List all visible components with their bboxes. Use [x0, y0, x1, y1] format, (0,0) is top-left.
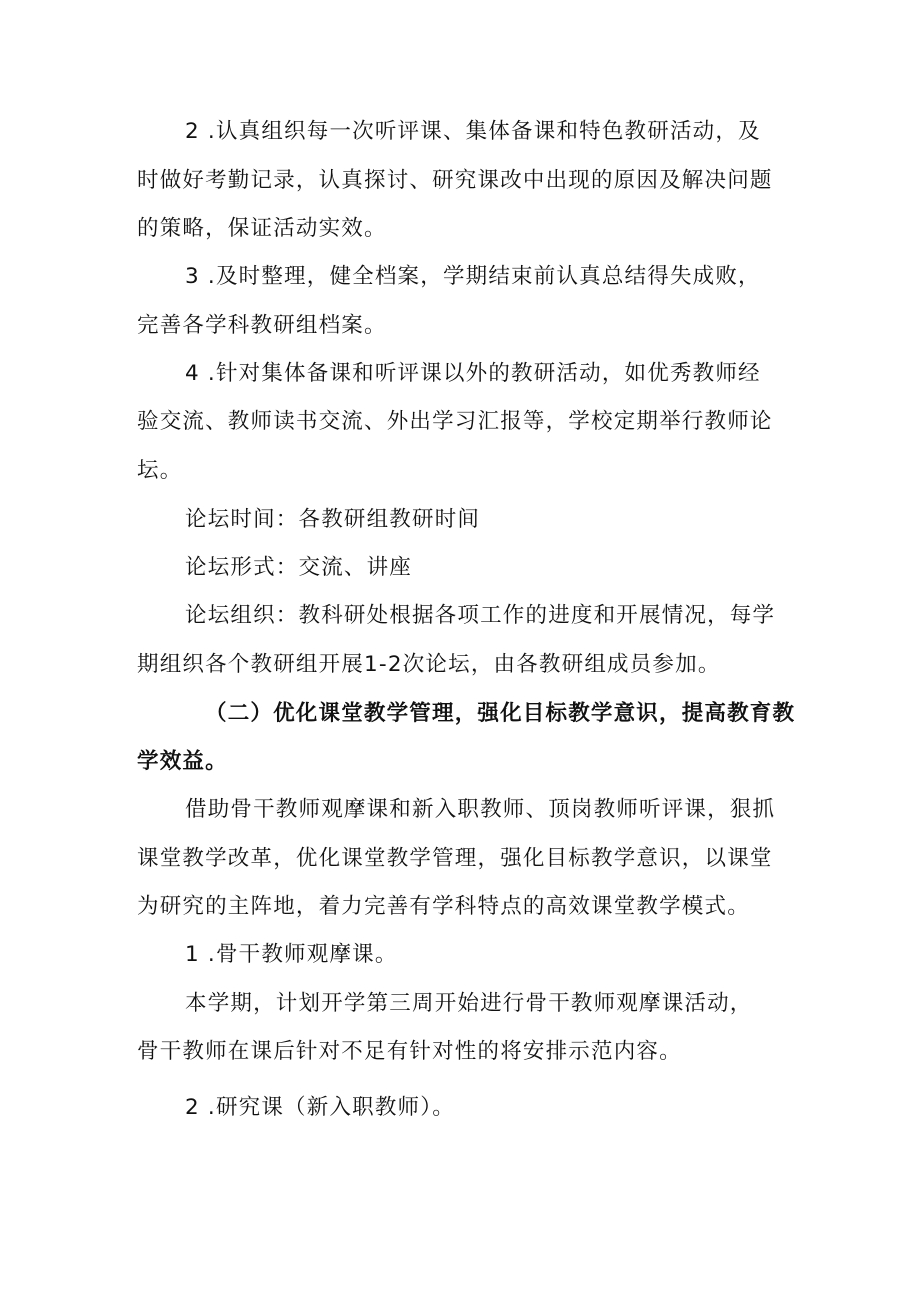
paragraph-item-4-line-2: 验交流、教师读书交流、外出学习汇报等，学校定期举行教师论: [137, 409, 773, 434]
paragraph-item-3-line-2: 完善各学科教研组档案。: [137, 313, 387, 338]
paragraph-item-3-line-1: 3 .及时整理，健全档案，学期结束前认真总结得失成败，: [185, 264, 761, 289]
forum-organization-line-1: 论坛组织：教科研处根据各项工作的进度和开展情况，每学: [185, 603, 776, 628]
section-2-heading-line-1: （二）优化课堂教学管理，强化目标教学意识，提高教育教: [205, 701, 796, 726]
sub-item-1-body-line-1: 本学期，计划开学第三周开始进行骨干教师观摩课活动，: [185, 991, 753, 1016]
sub-item-1-body-line-2: 骨干教师在课后针对不足有针对性的将安排示范内容。: [137, 1039, 682, 1064]
section-2-intro-line-1: 借助骨干教师观摩课和新入职教师、顶岗教师听评课，狠抓: [185, 797, 776, 822]
forum-form-line: 论坛形式：交流、讲座: [185, 555, 413, 580]
forum-organization-line-2: 期组织各个教研组开展1-2次论坛，由各教研组成员参加。: [137, 652, 721, 677]
paragraph-item-2-line-2: 时做好考勤记录，认真探讨、研究课改中出现的原因及解决问题: [137, 168, 773, 193]
sub-item-2-line: 2 .研究课（新入职教师）。: [185, 1095, 455, 1120]
section-2-intro-line-2: 课堂教学改革，优化课堂教学管理，强化目标教学意识，以课堂: [137, 846, 773, 871]
section-2-intro-line-3: 为研究的主阵地，着力完善有学科特点的高效课堂教学模式。: [137, 894, 750, 919]
paragraph-item-2-line-3: 的策略，保证活动实效。: [137, 216, 387, 241]
paragraph-item-4-line-1: 4 .针对集体备课和听评课以外的教研活动，如优秀教师经: [185, 361, 761, 386]
sub-item-1-line: 1 .骨干教师观摩课。: [185, 942, 398, 967]
paragraph-item-4-line-3: 坛。: [137, 458, 183, 483]
paragraph-item-2-line-1: 2 .认真组织每一次听评课、集体备课和特色教研活动，及: [185, 119, 761, 144]
section-2-heading-line-2: 学效益。: [137, 749, 228, 774]
forum-time-line: 论坛时间：各教研组教研时间: [185, 507, 481, 532]
